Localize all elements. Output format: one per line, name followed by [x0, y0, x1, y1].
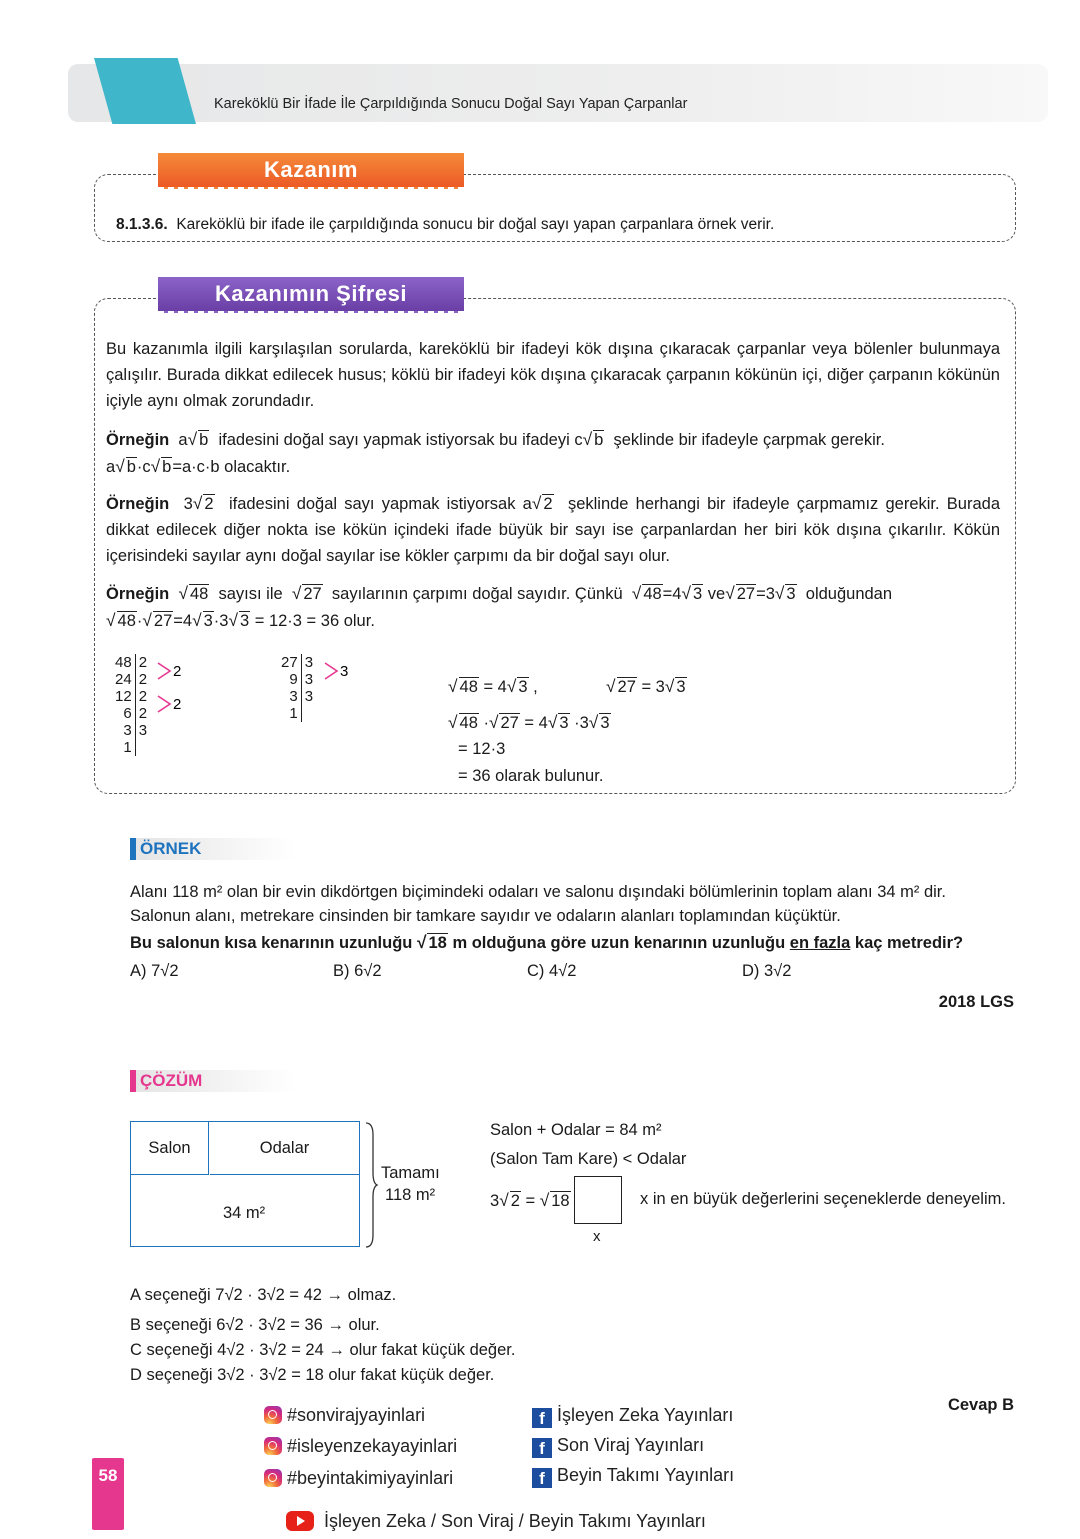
equation-3-text: x in en büyük değerlerini seçeneklerde deneyelim. [640, 1190, 1006, 1208]
sifre-intro: Bu kazanımla ilgili karşılaşılan sorularda, kareköklü bir ifadeyi kök dışına çıkaracak çarpanlar veya bölenler bulunmaya çalışılır. Burada dikkat edilecek husus; köklü bir ifadeyi kök dışına çıkaracak çarpanın kökünün içi, diğer çarpanın kökünün içiyle aynı olmak zorundadır. [106, 340, 1000, 410]
answer-label: Cevap B [947, 1396, 1014, 1414]
calc-result: = 36 olarak bulunur. [458, 767, 604, 785]
page-title: Kareköklü Bir İfade İle Çarpıldığında Sonucu Doğal Sayı Yapan Çarpanlar [214, 96, 688, 112]
youtube-icon [286, 1511, 314, 1531]
svg-text:3: 3 [340, 663, 349, 680]
tamami-label: Tamamı [381, 1164, 440, 1182]
cozum-tag: ÇÖZÜM [130, 1070, 295, 1092]
ornek-tag: ÖRNEK [130, 838, 295, 860]
instagram-icon [264, 1469, 282, 1487]
sifre-example-3: Örneğin √ 48 sayısı ile √ 27 sayılarının çarpımı doğal sayıdır. Çünkü √ 48=4√ 3 ve√ 27=3√ 3 olduğundan √ 48·√ 27=4√ 3·3√ 3 = 12·3 = 36 olur. [106, 583, 893, 630]
page-number: 58 [92, 1458, 124, 1530]
pair-arrows-48 [156, 658, 192, 718]
sifre-ribbon: Kazanımın Şifresi [158, 277, 464, 313]
factor-tree-27: 27 3 9 3 3 3 1 [278, 654, 316, 722]
option-d[interactable]: D) 3√2 [742, 962, 792, 980]
square-box [574, 1176, 622, 1224]
pair-arrows-27 [323, 658, 359, 686]
social-ig-3[interactable]: #beyintakimiyayinlari [264, 1468, 453, 1489]
calc-line-1: √ 48 = 4√ 3 , [448, 676, 538, 696]
equation-2: (Salon Tam Kare) < Odalar [490, 1150, 687, 1168]
odalar-cell: Odalar [210, 1122, 359, 1175]
solution-b: B seçeneği 6√2 · 3√2 = 36 → olur. [130, 1316, 380, 1334]
option-c[interactable]: C) 4√2 [527, 962, 577, 980]
social-youtube[interactable]: İşleyen Zeka / Son Viraj / Beyin Takımı Yayınları [286, 1511, 706, 1532]
calc-line-3: √ 48 ·√ 27 = 4√ 3 ·3√ 3 [448, 712, 610, 732]
social-fb-1[interactable]: f İşleyen Zeka Yayınları [532, 1405, 733, 1428]
calc-line-2: √ 27 = 3√ 3 [606, 676, 686, 696]
ornek-question: Bu salonun kısa kenarının uzunluğu √ 18 m olduğuna göre uzun kenarının uzunluğu en fazla kaç metredir? [130, 932, 964, 952]
equation-1: Salon + Odalar = 84 m² [490, 1121, 662, 1139]
ornek-tag-bar [130, 838, 136, 860]
source-label: 2018 LGS [938, 993, 1014, 1011]
header-bar [68, 64, 1048, 122]
equation-3: 3√ 2 = √ 18 [490, 1190, 570, 1210]
facebook-icon: f [532, 1408, 552, 1428]
rest-area-label: 34 m² [223, 1204, 266, 1222]
svg-text:2: 2 [173, 663, 182, 680]
ornek-text [130, 880, 1020, 928]
instagram-icon [264, 1437, 282, 1455]
factor-tree-48: 48 2 24 2 12 2 6 2 3 3 1 [112, 654, 150, 756]
house-diagram [130, 1121, 360, 1247]
kazanim-desc: Kareköklü bir ifade ile çarpıldığında sonucu bir doğal sayı yapan çarpanlara örnek verir. [176, 216, 775, 233]
option-a[interactable]: A) 7√2 [130, 962, 179, 980]
solution-d: D seçeneği 3√2 · 3√2 = 18 olur fakat küçük değer. [130, 1366, 495, 1384]
sifre-example-2: Örneğin 3√ 2 ifadesini doğal sayı yapmak istiyorsak a√ 2 şeklinde herhangi bir ifadeyle çarpmamız gerekir. Burada dikkat edilecek diğer nokta ise kökün içindeki ifade büyük bir sayı ise çarpanlardan her biri kök dışına çıkarılır. Kökün içerisindeki sayılar aynı doğal sayılar ise kökler çarpımı da bir doğal sayı olur. [106, 493, 1000, 565]
social-ig-2[interactable]: #isleyenzekayayinlari [264, 1436, 457, 1457]
social-ig-1[interactable]: #sonvirajyayinlari [264, 1405, 425, 1426]
svg-text:2: 2 [173, 696, 182, 713]
social-fb-3[interactable]: f Beyin Takımı Yayınları [532, 1465, 734, 1488]
facebook-icon: f [532, 1438, 552, 1458]
emphasis-en-fazla: en fazla [789, 934, 851, 952]
kazanim-ribbon: Kazanım [158, 153, 464, 189]
option-b[interactable]: B) 6√2 [333, 962, 382, 980]
kazanim-text [116, 216, 774, 234]
kazanim-code: 8.1.3.6. [116, 216, 168, 233]
social-fb-2[interactable]: f Son Viraj Yayınları [532, 1435, 704, 1458]
cozum-tag-bar [130, 1070, 136, 1092]
solution-a: A seçeneği 7√2 · 3√2 = 42 → olmaz. [130, 1286, 397, 1304]
ornek-line-2: Salonun alanı, metrekare cinsinden bir tamkare sayıdır ve odaların alanları toplamından küçüktür. [130, 907, 841, 925]
calc-line-4: = 12·3 [458, 740, 506, 758]
instagram-icon [264, 1406, 282, 1424]
salon-cell: Salon [131, 1122, 209, 1175]
ornek-line-1: Alanı 118 m² olan bir evin dikdörtgen biçimindeki odaları ve salonu dışındaki bölümlerinin toplam alanı 34 m² dir. [130, 883, 946, 901]
sifre-example-1: Örneğin a√ b ifadesini doğal sayı yapmak istiyorsak bu ifadeyi c√ b şeklinde bir ifadeyle çarpmak gerekir. a√ b·c√ b=a·c·b olacaktır. [106, 429, 885, 476]
total-area-label: 118 m² [385, 1186, 436, 1204]
solution-c: C seçeneği 4√2 · 3√2 = 24 → olur fakat küçük değer. [130, 1341, 516, 1359]
facebook-icon: f [532, 1468, 552, 1488]
brace [364, 1121, 378, 1249]
x-label: x [593, 1228, 601, 1245]
